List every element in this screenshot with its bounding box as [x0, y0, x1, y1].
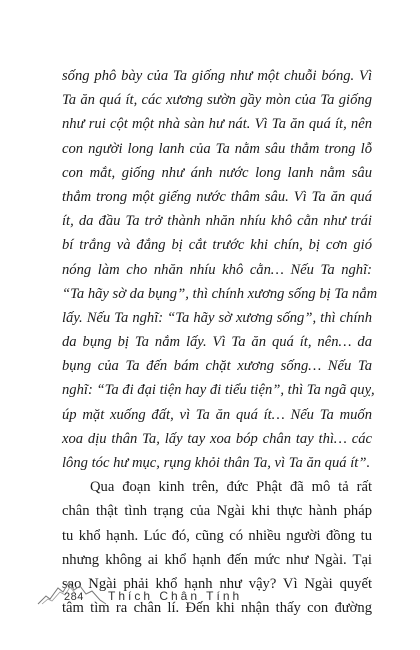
- paragraph-line: chân thật tình trạng của Ngài khi thực hành pháp: [62, 503, 372, 520]
- paragraph-line: Qua đoạn kinh trên, đức Phật đã mô tả rất: [90, 479, 372, 496]
- quote-line: “Ta hãy sờ da bụng”, thì chính xương sống bị Ta nắm: [62, 285, 378, 302]
- quote-line: thẳm trong một giếng nước thâm sâu. Vì Ta ăn quá: [62, 188, 372, 205]
- quote-line: lông tóc hư mục, rụng khỏi thân Ta, vì Ta ăn quá ít”.: [62, 455, 371, 471]
- quote-line: con người long lanh của Ta nằm sâu thẳm trong lỗ: [62, 140, 372, 157]
- body-text: [62, 64, 378, 620]
- quote-line: da bụng bị Ta nắm lấy. Vì Ta ăn quá ít, nên… da: [62, 334, 372, 351]
- quote-line: bí trắng và đắng bị cắt trước khi chín, bị cơn gió: [62, 237, 372, 254]
- quote-line: nghĩ: “Ta đi đại tiện hay đi tiểu tiện”, thì Ta ngã quỵ,: [62, 382, 375, 399]
- paragraph-line: sao Ngài phải khổ hạnh như vậy? Vì Ngài quyết: [62, 575, 372, 592]
- quote-line: xoa dịu thân Ta, lấy tay xoa bóp chân tay thì… các: [62, 430, 372, 447]
- quote-line: bụng của Ta đến bám chặt xương sống… Nếu Ta: [62, 358, 372, 375]
- paragraph-line: nhưng không ai khổ hạnh đến mức như Ngài. Tại: [62, 551, 372, 568]
- page-number: 284: [64, 591, 84, 603]
- quote-line: Ta ăn quá ít, các xương sườn gầy mòn của Ta giống: [62, 92, 372, 109]
- paragraph-line: tâm tìm ra chân lí. Đến khi nhận thấy con đường: [62, 600, 372, 617]
- paragraph-line: tu khổ hạnh. Lúc đó, cũng có nhiều người đồng tu: [62, 527, 372, 544]
- page-footer: [36, 574, 276, 614]
- author-name: Thích Chân Tính: [108, 589, 243, 603]
- quote-line: ít, da đầu Ta trở thành nhăn nhíu khô cằn như trái: [62, 213, 372, 230]
- quote-line: như rui cột một nhà sàn hư nát. Vì Ta ăn quá ít, nên: [62, 116, 372, 133]
- quote-line: úp mặt xuống đất, vì Ta ăn quá ít… Nếu Ta muốn: [62, 406, 372, 423]
- quote-line: con mắt, giống như ánh nước long lanh nằm sâu: [62, 164, 372, 181]
- quote-line: nóng làm cho nhăn nhíu khô cằn… Nếu Ta nghĩ:: [62, 261, 372, 278]
- quote-line: sống phô bày của Ta giống như một chuỗi bóng. Vì: [62, 68, 372, 84]
- quote-line: lấy. Nếu Ta nghĩ: “Ta hãy sờ xương sống”, thì chính: [62, 309, 372, 326]
